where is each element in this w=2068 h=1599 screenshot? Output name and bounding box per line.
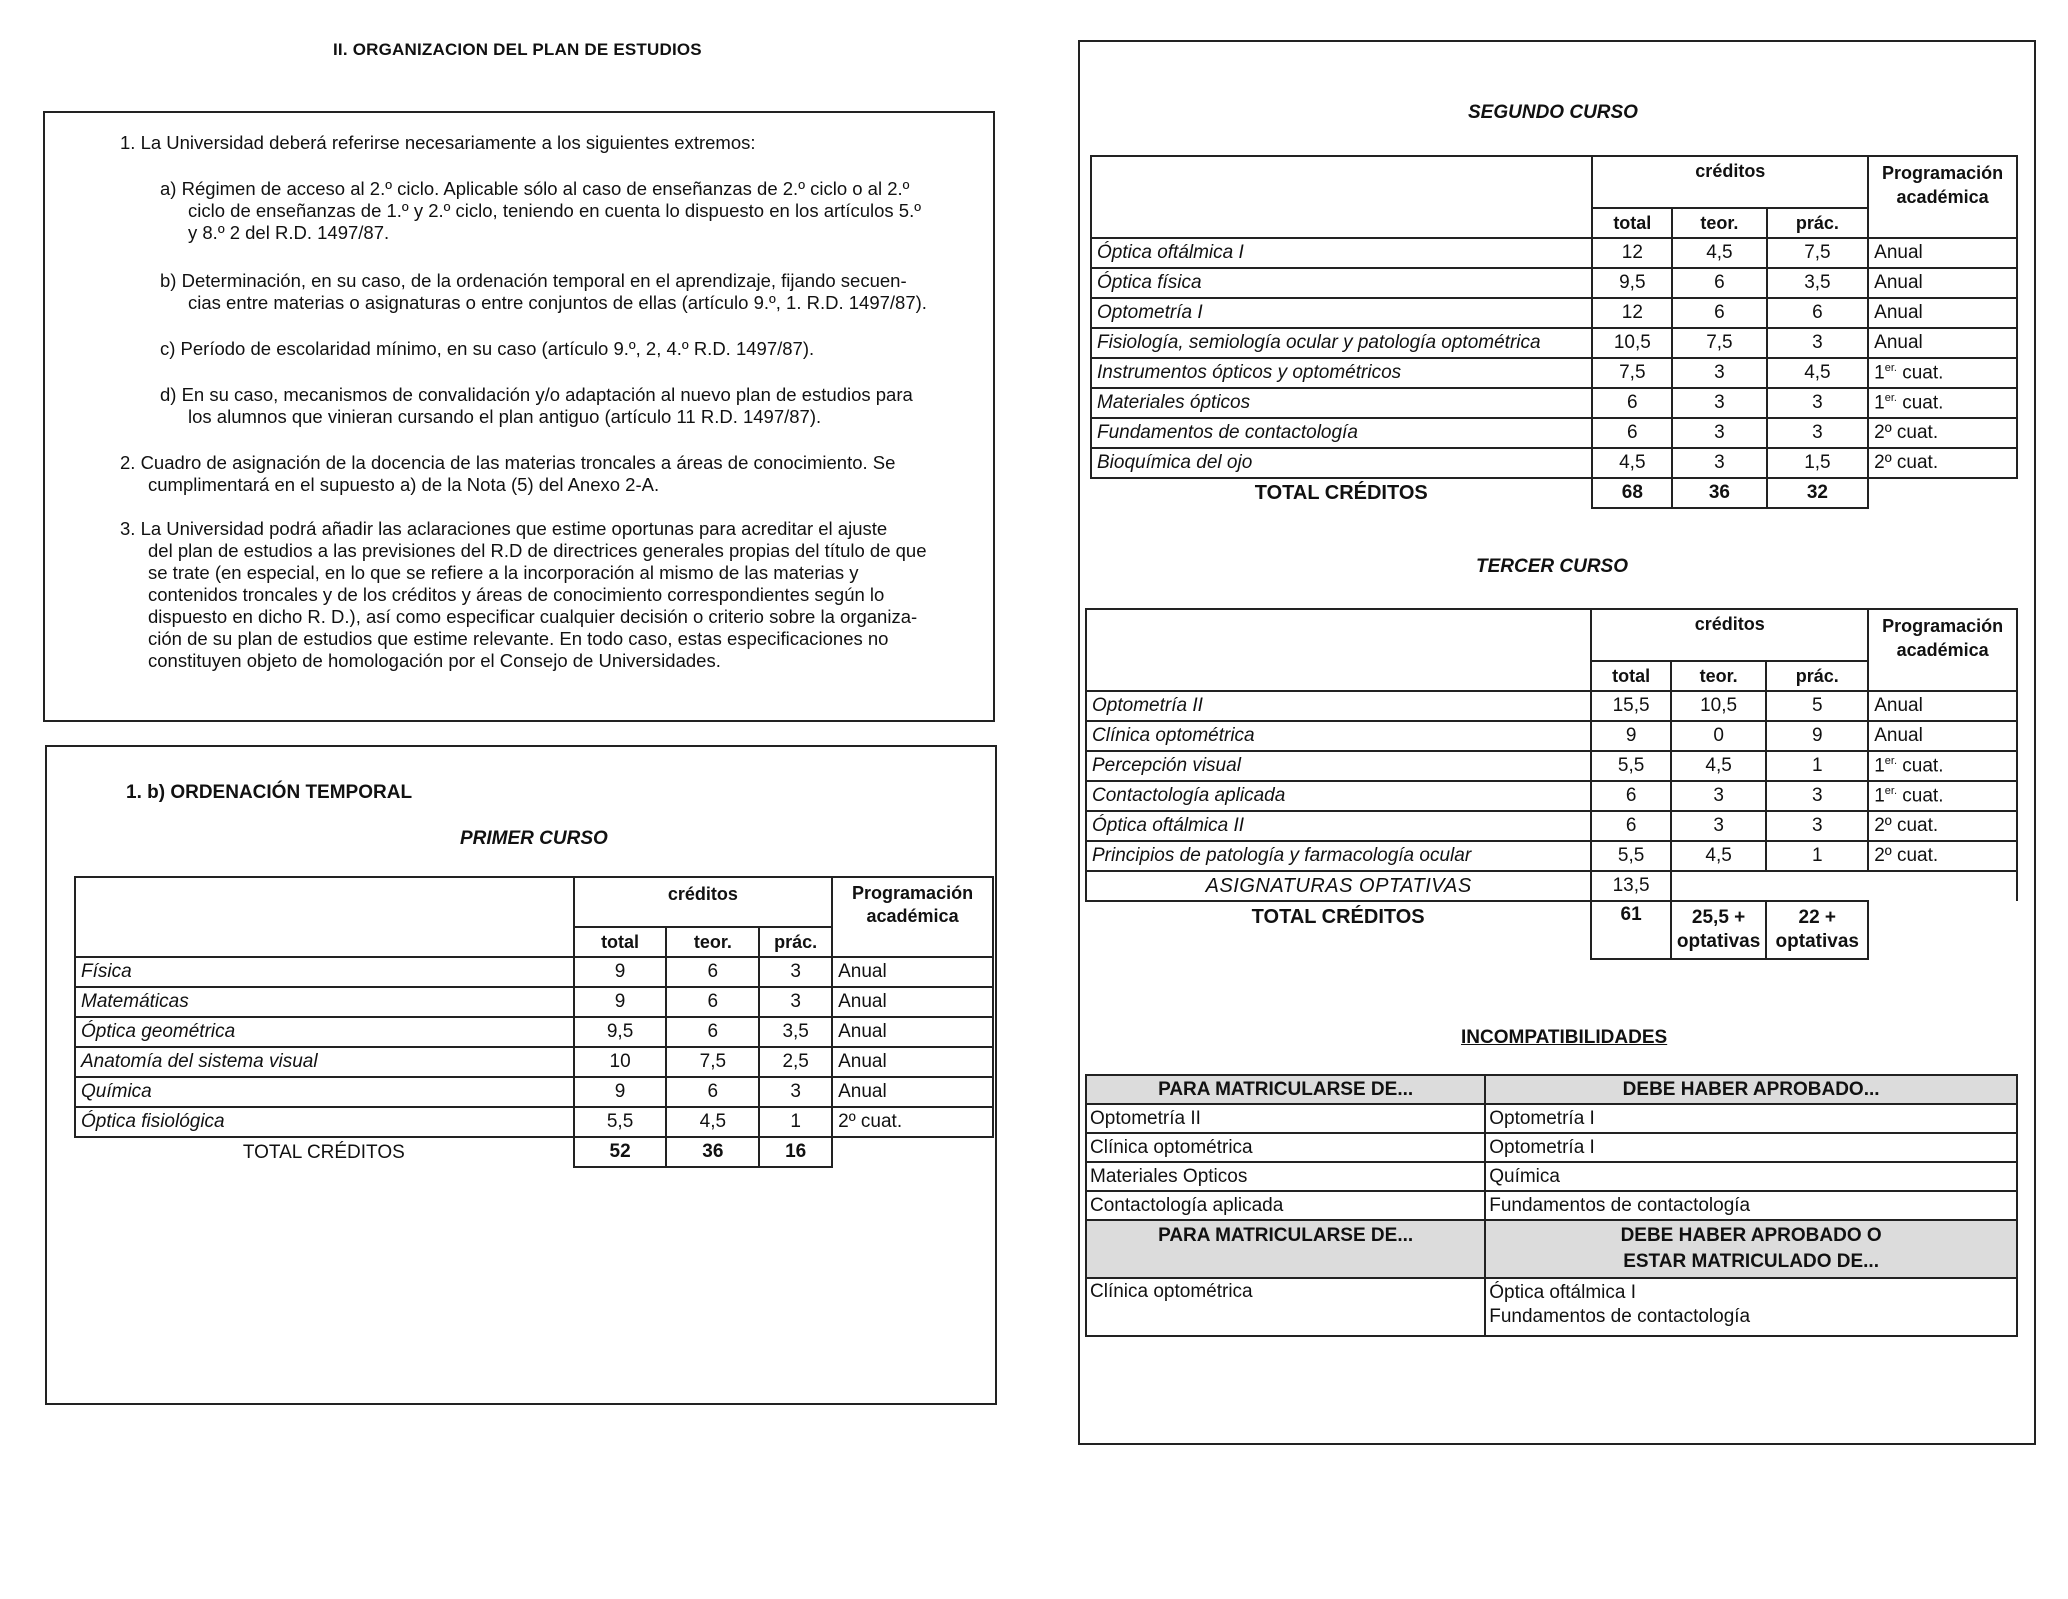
primer-total: 9 xyxy=(574,1077,667,1107)
inc-last-b: Óptica oftálmica I Fundamentos de contactología xyxy=(1485,1278,2017,1336)
segundo-header-teor: teor. xyxy=(1672,208,1767,238)
optativas-value: 13,5 xyxy=(1591,871,1671,901)
note-item-3-line1: 3. La Universidad podrá añadir las aclaraciones que estime oportunas para acreditar el ajuste xyxy=(120,518,888,539)
primer-total: 9,5 xyxy=(574,1017,667,1047)
inc-row xyxy=(1086,1191,2017,1220)
tercer-prac: 5 xyxy=(1766,691,1868,721)
primer-programacion: Anual xyxy=(832,1017,993,1047)
inc-row xyxy=(1086,1162,2017,1191)
header-programacion: Programación académica xyxy=(832,877,993,957)
segundo-total: 7,5 xyxy=(1592,358,1672,388)
note-item-3-line5: dispuesto en dicho R. D.), así como especificar cualquier decisión o criterio sobre la organiza- xyxy=(148,606,918,627)
note-d-line1: d) En su caso, mecanismos de convalidación y/o adaptación al nuevo plan de estudios para xyxy=(160,384,913,405)
primer-teor: 7,5 xyxy=(666,1047,759,1077)
segundo-total: 4,5 xyxy=(1592,448,1672,478)
primer-total: 10 xyxy=(574,1047,667,1077)
segundo-prac: 7,5 xyxy=(1767,238,1868,268)
tercer-row xyxy=(1086,781,2017,811)
inc-subject: Optometría II xyxy=(1086,1104,1485,1133)
segundo-teor: 3 xyxy=(1672,388,1767,418)
primer-total-teor: 36 xyxy=(666,1137,759,1167)
tercer-row xyxy=(1086,751,2017,781)
note-item-2-line2: cumplimentará en el supuesto a) de la Nota (5) del Anexo 2-A. xyxy=(148,474,660,495)
primer-curso-table xyxy=(74,876,994,1168)
tercer-programacion: $1^{er.}$ cuat. xyxy=(1868,751,2017,781)
tercer-curso-title: TERCER CURSO xyxy=(1476,556,1629,577)
tercer-row xyxy=(1086,721,2017,751)
note-item-1: 1. La Universidad deberá referirse necesariamente a los siguientes extremos: xyxy=(120,132,756,153)
primer-programacion: Anual xyxy=(832,1077,993,1107)
primer-total: 9 xyxy=(574,987,667,1017)
primer-curso-title: PRIMER CURSO xyxy=(460,828,608,849)
tercer-header-prac: prác. xyxy=(1766,661,1868,691)
tercer-subject: Clínica optométrica xyxy=(1086,721,1591,751)
segundo-row xyxy=(1091,328,2017,358)
inc-subject: Contactología aplicada xyxy=(1086,1191,1485,1220)
header-blank xyxy=(75,877,574,957)
tercer-total: 6 xyxy=(1591,781,1671,811)
primer-subject: Óptica fisiológica xyxy=(75,1107,574,1137)
primer-teor: 6 xyxy=(666,957,759,987)
note-item-3-line6: ción de su plan de estudios que estime relevante. En todo caso, estas especificaciones no xyxy=(148,628,889,649)
tercer-total: 15,5 xyxy=(1591,691,1671,721)
segundo-total: 6 xyxy=(1592,418,1672,448)
segundo-teor: 6 xyxy=(1672,298,1767,328)
segundo-row xyxy=(1091,298,2017,328)
segundo-total: 12 xyxy=(1592,238,1672,268)
tercer-programacion: Anual xyxy=(1868,721,2017,751)
segundo-programacion: Anual xyxy=(1868,328,2017,358)
primer-row xyxy=(75,987,993,1017)
header-teor: teor. xyxy=(666,927,759,957)
primer-subject: Óptica geométrica xyxy=(75,1017,574,1047)
primer-row xyxy=(75,1017,993,1047)
note-item-3-line2: del plan de estudios a las previsiones del R.D de directrices generales propias del título de que xyxy=(148,540,927,561)
tercer-subject: Principios de patología y farmacología ocular xyxy=(1086,841,1591,871)
segundo-programacion: $1^{er.}$ cuat. xyxy=(1868,358,2017,388)
segundo-subject: Bioquímica del ojo xyxy=(1091,448,1592,478)
inc-header2-a: PARA MATRICULARSE DE... xyxy=(1086,1220,1485,1278)
segundo-row xyxy=(1091,448,2017,478)
incompatibilidades-title: INCOMPATIBILIDADES xyxy=(1461,1027,1668,1048)
tercer-header-creditos: créditos xyxy=(1591,609,1868,661)
segundo-subject: Fisiología, semiología ocular y patología optométrica xyxy=(1091,328,1592,358)
primer-subject: Física xyxy=(75,957,574,987)
segundo-total: 9,5 xyxy=(1592,268,1672,298)
note-d-line2: los alumnos que vinieran cursando el plan antiguo (artículo 11 R.D. 1497/87). xyxy=(188,406,822,427)
note-a-line2: ciclo de enseñanzas de 1.º y 2.º ciclo, teniendo en cuenta lo dispuesto en los artículos 5.º xyxy=(188,200,921,221)
tercer-teor: 10,5 xyxy=(1671,691,1766,721)
primer-total-label: TOTAL CRÉDITOS xyxy=(242,1141,405,1163)
tercer-header-programacion: Programación académica xyxy=(1868,609,2017,691)
primer-subject: Química xyxy=(75,1077,574,1107)
tercer-subject: Percepción visual xyxy=(1086,751,1591,781)
segundo-total: 6 xyxy=(1592,388,1672,418)
note-a-line1: a) Régimen de acceso al 2.º ciclo. Aplicable sólo al caso de enseñanzas de 2.º ciclo o al 2.º xyxy=(160,178,910,199)
segundo-subject: Óptica física xyxy=(1091,268,1592,298)
tercer-programacion: Anual xyxy=(1868,691,2017,721)
primer-programacion: Anual xyxy=(832,987,993,1017)
tercer-prac: 3 xyxy=(1766,811,1868,841)
tercer-total-prac: 22 + optativas xyxy=(1766,901,1868,959)
inc-subject: Materiales Opticos xyxy=(1086,1162,1485,1191)
primer-prac: 3 xyxy=(759,1077,832,1107)
primer-prac: 3,5 xyxy=(759,1017,832,1047)
primer-teor: 6 xyxy=(666,1077,759,1107)
tercer-subject: Optometría II xyxy=(1086,691,1591,721)
segundo-total-teor: 36 xyxy=(1672,478,1767,508)
tercer-subject: Contactología aplicada xyxy=(1086,781,1591,811)
segundo-prac: 4,5 xyxy=(1767,358,1868,388)
segundo-teor: 3 xyxy=(1672,418,1767,448)
inc-required: Optometría I xyxy=(1485,1104,2017,1133)
segundo-subject: Instrumentos ópticos y optométricos xyxy=(1091,358,1592,388)
tercer-total: 6 xyxy=(1591,811,1671,841)
note-item-3-line7: constituyen objeto de homologación por el Consejo de Universidades. xyxy=(148,650,721,671)
tercer-row xyxy=(1086,811,2017,841)
segundo-header-total: total xyxy=(1592,208,1672,238)
tercer-total: 9 xyxy=(1591,721,1671,751)
note-item-3-line3: se trate (en especial, en lo que se refiere a la incorporación al mismo de las materias y xyxy=(148,562,859,583)
tercer-row xyxy=(1086,691,2017,721)
segundo-teor: 7,5 xyxy=(1672,328,1767,358)
segundo-total-prac: 32 xyxy=(1767,478,1868,508)
segundo-prac: 3 xyxy=(1767,328,1868,358)
primer-total: 5,5 xyxy=(574,1107,667,1137)
segundo-header-programacion: Programación académica xyxy=(1868,156,2017,238)
primer-row xyxy=(75,957,993,987)
segundo-prac: 3,5 xyxy=(1767,268,1868,298)
page-title: II. ORGANIZACION DEL PLAN DE ESTUDIOS xyxy=(333,40,702,59)
segundo-teor: 4,5 xyxy=(1672,238,1767,268)
segundo-programacion: $1^{er.}$ cuat. xyxy=(1868,388,2017,418)
primer-teor: 6 xyxy=(666,1017,759,1047)
tercer-total-total: 61 xyxy=(1591,901,1671,959)
tercer-prac: 3 xyxy=(1766,781,1868,811)
segundo-total-label: TOTAL CRÉDITOS xyxy=(1254,482,1428,504)
segundo-prac: 3 xyxy=(1767,418,1868,448)
primer-programacion: Anual xyxy=(832,1047,993,1077)
primer-total-prac: 16 xyxy=(759,1137,832,1167)
primer-total-total: 52 xyxy=(574,1137,667,1167)
header-prac: prác. xyxy=(759,927,832,957)
tercer-programacion: 2º cuat. xyxy=(1868,841,2017,871)
segundo-subject: Óptica oftálmica I xyxy=(1091,238,1592,268)
segundo-header-creditos: créditos xyxy=(1592,156,1868,208)
segundo-prac: 6 xyxy=(1767,298,1868,328)
segundo-row xyxy=(1091,418,2017,448)
tercer-total: 5,5 xyxy=(1591,841,1671,871)
segundo-subject: Fundamentos de contactología xyxy=(1091,418,1592,448)
primer-row xyxy=(75,1107,993,1137)
tercer-curso-table xyxy=(1085,608,2018,960)
optativas-label: ASIGNATURAS OPTATIVAS xyxy=(1086,871,1591,901)
primer-total: 9 xyxy=(574,957,667,987)
tercer-teor: 3 xyxy=(1671,811,1766,841)
inc-row xyxy=(1086,1133,2017,1162)
tercer-row xyxy=(1086,841,2017,871)
primer-teor: 6 xyxy=(666,987,759,1017)
tercer-subject: Óptica oftálmica II xyxy=(1086,811,1591,841)
segundo-prac: 3 xyxy=(1767,388,1868,418)
note-item-2-line1: 2. Cuadro de asignación de la docencia de las materias troncales a áreas de conocimiento. Se xyxy=(120,452,896,473)
segundo-row xyxy=(1091,238,2017,268)
segundo-total: 10,5 xyxy=(1592,328,1672,358)
inc-header-a: PARA MATRICULARSE DE... xyxy=(1086,1075,1485,1104)
note-a-line3: y 8.º 2 del R.D. 1497/87. xyxy=(188,222,390,243)
primer-programacion: 2º cuat. xyxy=(832,1107,993,1137)
segundo-row xyxy=(1091,268,2017,298)
segundo-total-total: 68 xyxy=(1592,478,1672,508)
primer-prac: 1 xyxy=(759,1107,832,1137)
segundo-subject: Optometría I xyxy=(1091,298,1592,328)
note-b-line1: b) Determinación, en su caso, de la ordenación temporal en el aprendizaje, fijando secuen- xyxy=(160,270,907,291)
primer-prac: 2,5 xyxy=(759,1047,832,1077)
primer-row xyxy=(75,1047,993,1077)
segundo-curso-table xyxy=(1090,155,2018,509)
tercer-teor: 3 xyxy=(1671,781,1766,811)
inc-header-b: DEBE HABER APROBADO... xyxy=(1485,1075,2017,1104)
note-c-line1: c) Período de escolaridad mínimo, en su caso (artículo 9.º, 2, 4.º R.D. 1497/87). xyxy=(160,338,815,359)
tercer-total-teor: 25,5 + optativas xyxy=(1671,901,1766,959)
tercer-teor: 4,5 xyxy=(1671,841,1766,871)
segundo-row xyxy=(1091,358,2017,388)
segundo-row xyxy=(1091,388,2017,418)
tercer-teor: 0 xyxy=(1671,721,1766,751)
segundo-prac: 1,5 xyxy=(1767,448,1868,478)
primer-prac: 3 xyxy=(759,957,832,987)
segundo-teor: 3 xyxy=(1672,448,1767,478)
tercer-total: 5,5 xyxy=(1591,751,1671,781)
primer-row xyxy=(75,1077,993,1107)
segundo-programacion: 2º cuat. xyxy=(1868,418,2017,448)
segundo-total: 12 xyxy=(1592,298,1672,328)
primer-programacion: Anual xyxy=(832,957,993,987)
segundo-programacion: Anual xyxy=(1868,238,2017,268)
inc-required: Optometría I xyxy=(1485,1133,2017,1162)
tercer-prac: 1 xyxy=(1766,841,1868,871)
tercer-programacion: $1^{er.}$ cuat. xyxy=(1868,781,2017,811)
primer-subject: Matemáticas xyxy=(75,987,574,1017)
note-b-line2: cias entre materias o asignaturas o entre conjuntos de ellas (artículo 9.º, 1. R.D. 1497/87). xyxy=(188,292,927,313)
segundo-teor: 3 xyxy=(1672,358,1767,388)
inc-last-a: Clínica optométrica xyxy=(1086,1278,1485,1336)
primer-teor: 4,5 xyxy=(666,1107,759,1137)
segundo-subject: Materiales ópticos xyxy=(1091,388,1592,418)
segundo-programacion: Anual xyxy=(1868,298,2017,328)
segundo-programacion: Anual xyxy=(1868,268,2017,298)
tercer-header-teor: teor. xyxy=(1671,661,1766,691)
ordenacion-title: 1. b) ORDENACIÓN TEMPORAL xyxy=(126,782,413,803)
inc-subject: Clínica optométrica xyxy=(1086,1133,1485,1162)
header-creditos: créditos xyxy=(574,877,832,927)
segundo-programacion: 2º cuat. xyxy=(1868,448,2017,478)
segundo-curso-title: SEGUNDO CURSO xyxy=(1468,102,1638,123)
segundo-teor: 6 xyxy=(1672,268,1767,298)
segundo-header-prac: prác. xyxy=(1767,208,1868,238)
tercer-total-label: TOTAL CRÉDITOS xyxy=(1251,906,1425,928)
inc-row xyxy=(1086,1104,2017,1133)
header-total: total xyxy=(574,927,667,957)
tercer-teor: 4,5 xyxy=(1671,751,1766,781)
inc-required: Química xyxy=(1485,1162,2017,1191)
primer-prac: 3 xyxy=(759,987,832,1017)
tercer-header-total: total xyxy=(1591,661,1671,691)
incompatibilidades-table xyxy=(1085,1074,2018,1337)
tercer-prac: 9 xyxy=(1766,721,1868,751)
note-item-3-line4: contenidos troncales y de los créditos y áreas de conocimiento correspondientes según lo xyxy=(148,584,885,605)
inc-header2-b: DEBE HABER APROBADO O ESTAR MATRICULADO DE... xyxy=(1485,1220,2017,1278)
primer-subject: Anatomía del sistema visual xyxy=(75,1047,574,1077)
tercer-prac: 1 xyxy=(1766,751,1868,781)
inc-required: Fundamentos de contactología xyxy=(1485,1191,2017,1220)
tercer-programacion: 2º cuat. xyxy=(1868,811,2017,841)
